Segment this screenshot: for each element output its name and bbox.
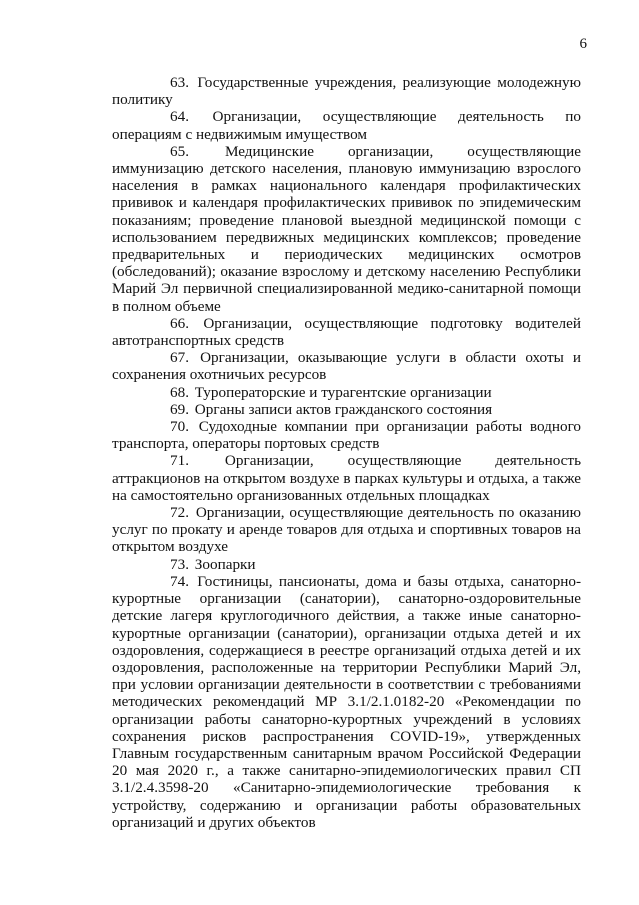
document-body xyxy=(112,74,581,831)
item-text: Организации, осуществляющие подготовку водителей автотранспортных средств xyxy=(112,314,581,350)
item-text: Государственные учреждения, реализующие молодежную политику xyxy=(112,74,581,109)
item-text: Зоопарки xyxy=(194,555,256,573)
item-number: 71. xyxy=(170,452,189,470)
item-number: 72. xyxy=(170,504,189,522)
list-item-63 xyxy=(112,74,581,108)
item-number: 63. xyxy=(170,74,189,91)
list-item-73 xyxy=(112,556,581,573)
item-text: Органы записи актов гражданского состояния xyxy=(194,400,493,418)
item-text: Туроператорские и турагентские организации xyxy=(194,383,492,401)
item-text: Организации, осуществляющие деятельность аттракционов на открытом воздухе в парках культуры и отдыха, а также на самостоятельно организованных отдельных площадках xyxy=(112,452,581,504)
list-item-68 xyxy=(112,384,581,401)
item-text: Организации, оказывающие услуги в области охоты и сохранения охотничьих ресурсов xyxy=(112,349,581,384)
list-item-71 xyxy=(112,452,581,504)
page-number: 6 xyxy=(579,36,587,52)
item-text: Организации, осуществляющие деятельность по оказанию услуг по прокату и аренде товаров для отдыха и спортивных товаров на открытом воздухе xyxy=(112,504,581,556)
item-text: Медицинские организации, осуществляющие иммунизацию детского населения, плановую иммунизацию взрослого населения в рамках национального календаря профилактических прививок и календаря профилактических прививок по эпидемическим показаниям; проведение плановой выездной медицинской помощи с использованием передвижных медицинских комплексов; проведение предварительных и периодических медицинских осмотров (обследований); оказание взрослому и детскому населению Республики Марий Эл первичной специализированной медико-санитарной помощи в полном объеме xyxy=(112,142,581,315)
list-item-65 xyxy=(112,143,581,315)
list-item-70 xyxy=(112,418,581,452)
list-item-74 xyxy=(112,573,581,831)
item-number: 74. xyxy=(170,572,189,590)
item-number: 65. xyxy=(170,142,189,160)
item-number: 64. xyxy=(170,108,189,126)
list-item-67 xyxy=(112,349,581,383)
item-text: Гостиницы, пансионаты, дома и базы отдыха, санаторно-курортные организации (санатории), санаторно-оздоровительные детские лагеря круглогодичного действия, а также иные санаторно-курортные организации (санатории), организации отдыха детей и их оздоровления, содержащиеся в реестре организаций отдыха детей и их оздоровления, расположенные на территории Республики Марий Эл, при условии организации деятельности в соответствии с требованиями методических рекомендаций МР 3.1/2.1.0182-20 «Рекомендации по организации работы санаторно-курортных учреждений в условиях сохранения рисков распространения COVID-19», утвержденных Главным государственным санитарным врачом Российской Федерации 20 мая 2020 г., а также санитарно-эпидемиологических правил СП 3.1/2.4.3598-20 «Санитарно-эпидемиологические требования к устройству, содержанию и организации работы образовательных организаций и других объектов xyxy=(112,572,581,831)
item-number: 70. xyxy=(170,418,189,436)
list-item-72 xyxy=(112,504,581,556)
item-number: 68. xyxy=(170,383,189,401)
item-number: 69. xyxy=(170,400,189,418)
list-item-69 xyxy=(112,401,581,418)
item-text: Организации, осуществляющие деятельность по операциям с недвижимым имуществом xyxy=(112,108,581,143)
item-number: 67. xyxy=(170,349,189,367)
item-number: 73. xyxy=(170,555,189,573)
item-text: Судоходные компании при организации работы водного транспорта, операторы портовых средств xyxy=(112,418,582,453)
item-number: 66. xyxy=(170,314,189,332)
list-item-66 xyxy=(112,315,581,349)
list-item-64 xyxy=(112,108,581,142)
